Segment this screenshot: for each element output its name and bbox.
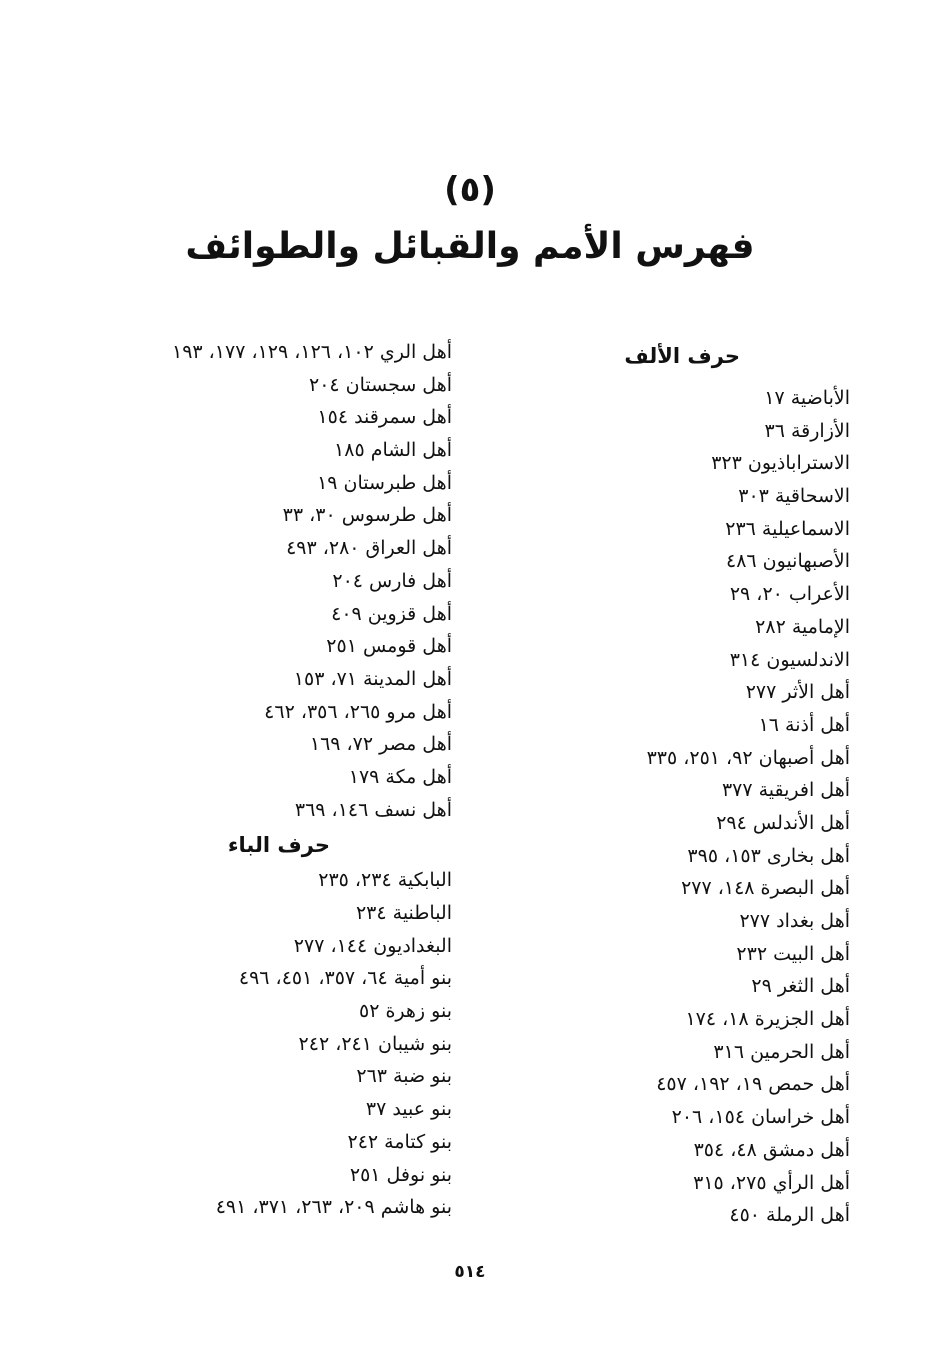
right-column xyxy=(470,336,850,1232)
index-entry: أهل الثغر ٢٩ xyxy=(751,975,850,998)
index-entry: أهل أذنة ١٦ xyxy=(758,713,850,736)
index-entry: أهل افريقية ٣٧٧ xyxy=(721,779,850,802)
index-entry: بنو عبيد ٣٧ xyxy=(365,1098,452,1121)
index-entry: أهل الجزيرة ١٨، ١٧٤ xyxy=(685,1008,850,1031)
index-entry: أهل سجستان ٢٠٤ xyxy=(308,373,452,396)
index-entry: أهل الأندلس ٢٩٤ xyxy=(716,811,850,834)
index-entry: الأعراب ٢٠، ٢٩ xyxy=(729,583,850,606)
index-entry: أهل الحرمين ٣١٦ xyxy=(713,1040,850,1063)
index-entry: الاسماعيلية ٢٣٦ xyxy=(725,517,850,540)
index-entry: بنو أمية ٦٤، ٣٥٧، ٤٥١، ٤٩٦ xyxy=(238,967,452,990)
index-entry: الاسحاقية ٣٠٣ xyxy=(738,485,850,508)
index-entry: أهل العراق ٢٨٠، ٤٩٣ xyxy=(286,537,452,560)
index-entry: أهل مكة ١٧٩ xyxy=(348,765,452,788)
index-entry: أهل المدينة ٧١، ١٥٣ xyxy=(293,667,452,690)
index-entry: الأزارقة ٣٦ xyxy=(764,419,850,442)
index-entry: أهل طبرستان ١٩ xyxy=(317,471,452,494)
index-entry: أهل البيت ٢٣٢ xyxy=(736,942,850,965)
letter-heading-alif: حرف الألف xyxy=(624,344,740,368)
section-title: فهرس الأمم والقبائل والطوائف xyxy=(185,226,755,267)
entry-list xyxy=(470,382,850,1232)
index-entry: الاستراباذيون ٣٢٣ xyxy=(711,452,850,475)
index-entry: أهل مصر ٧٢، ١٦٩ xyxy=(309,733,452,756)
section-number: (٥) xyxy=(444,170,496,210)
index-entry: بنو زهرة ٥٢ xyxy=(359,1000,452,1023)
index-entry: الباطنية ٢٣٤ xyxy=(355,902,452,924)
index-entry: الإمامية ٢٨٢ xyxy=(755,615,850,638)
index-entry: الأباضية ١٧ xyxy=(764,387,850,409)
index-entry: بنو شيبان ٢٤١، ٢٤٢ xyxy=(298,1032,452,1055)
index-entry: أهل الشام ١٨٥ xyxy=(334,439,452,462)
index-entry: البغداديون ١٤٤، ٢٧٧ xyxy=(293,934,452,957)
letter-heading-ba: حرف الباء xyxy=(227,833,330,858)
index-entry: أهل خراسان ١٥٤، ٢٠٦ xyxy=(671,1106,850,1129)
index-entry: أهل سمرقند ١٥٤ xyxy=(317,406,452,429)
index-entry: بنو كتامة ٢٤٢ xyxy=(347,1130,452,1153)
index-entry: أهل الرأي ٢٧٥، ٣١٥ xyxy=(693,1171,850,1194)
left-column xyxy=(32,336,452,1224)
index-entry: البابكية ٢٣٤، ٢٣٥ xyxy=(318,869,452,892)
index-entry: الاندلسيون ٣١٤ xyxy=(729,648,850,671)
entry-list xyxy=(32,336,452,826)
index-entry: أهل الأثر ٢٧٧ xyxy=(745,681,850,704)
index-entry: أهل مرو ٢٦٥، ٣٥٦، ٤٦٢ xyxy=(264,700,452,723)
index-entry: بنو نوفل ٢٥١ xyxy=(349,1163,452,1186)
index-entry: أهل الري ١٠٢، ١٢٦، ١٢٩، ١٧٧، ١٩٣ xyxy=(171,341,452,363)
index-entry: أهل البصرة ١٤٨، ٢٧٧ xyxy=(681,877,850,900)
index-entry: بنو هاشم ٢٠٩، ٢٦٣، ٣٧١، ٤٩١ xyxy=(215,1196,452,1219)
page-number: ٥١٤ xyxy=(454,1262,486,1282)
index-entry: أهل قومس ٢٥١ xyxy=(326,635,452,658)
index-entry: أهل طرسوس ٣٠، ٣٣ xyxy=(282,504,452,527)
index-entry: بنو ضبة ٢٦٣ xyxy=(356,1065,452,1088)
index-entry: أهل فارس ٢٠٤ xyxy=(332,569,452,592)
index-entry: أهل أصبهان ٩٢، ٢٥١، ٣٣٥ xyxy=(646,746,850,769)
index-entry: أهل حمص ١٩، ١٩٢، ٤٥٧ xyxy=(656,1073,850,1096)
index-entry: أهل دمشق ٤٨، ٣٥٤ xyxy=(693,1138,850,1161)
index-entry: الأصبهانيون ٤٨٦ xyxy=(726,550,850,573)
index-entry: أهل قزوين ٤٠٩ xyxy=(331,602,452,625)
index-entry: أهل الرملة ٤٥٠ xyxy=(729,1204,850,1227)
index-entry: أهل بخارى ١٥٣، ٣٩٥ xyxy=(687,844,850,867)
entry-list xyxy=(32,864,452,1224)
index-entry: أهل نسف ١٤٦، ٣٦٩ xyxy=(294,798,452,821)
index-entry: أهل بغداد ٢٧٧ xyxy=(739,910,850,932)
